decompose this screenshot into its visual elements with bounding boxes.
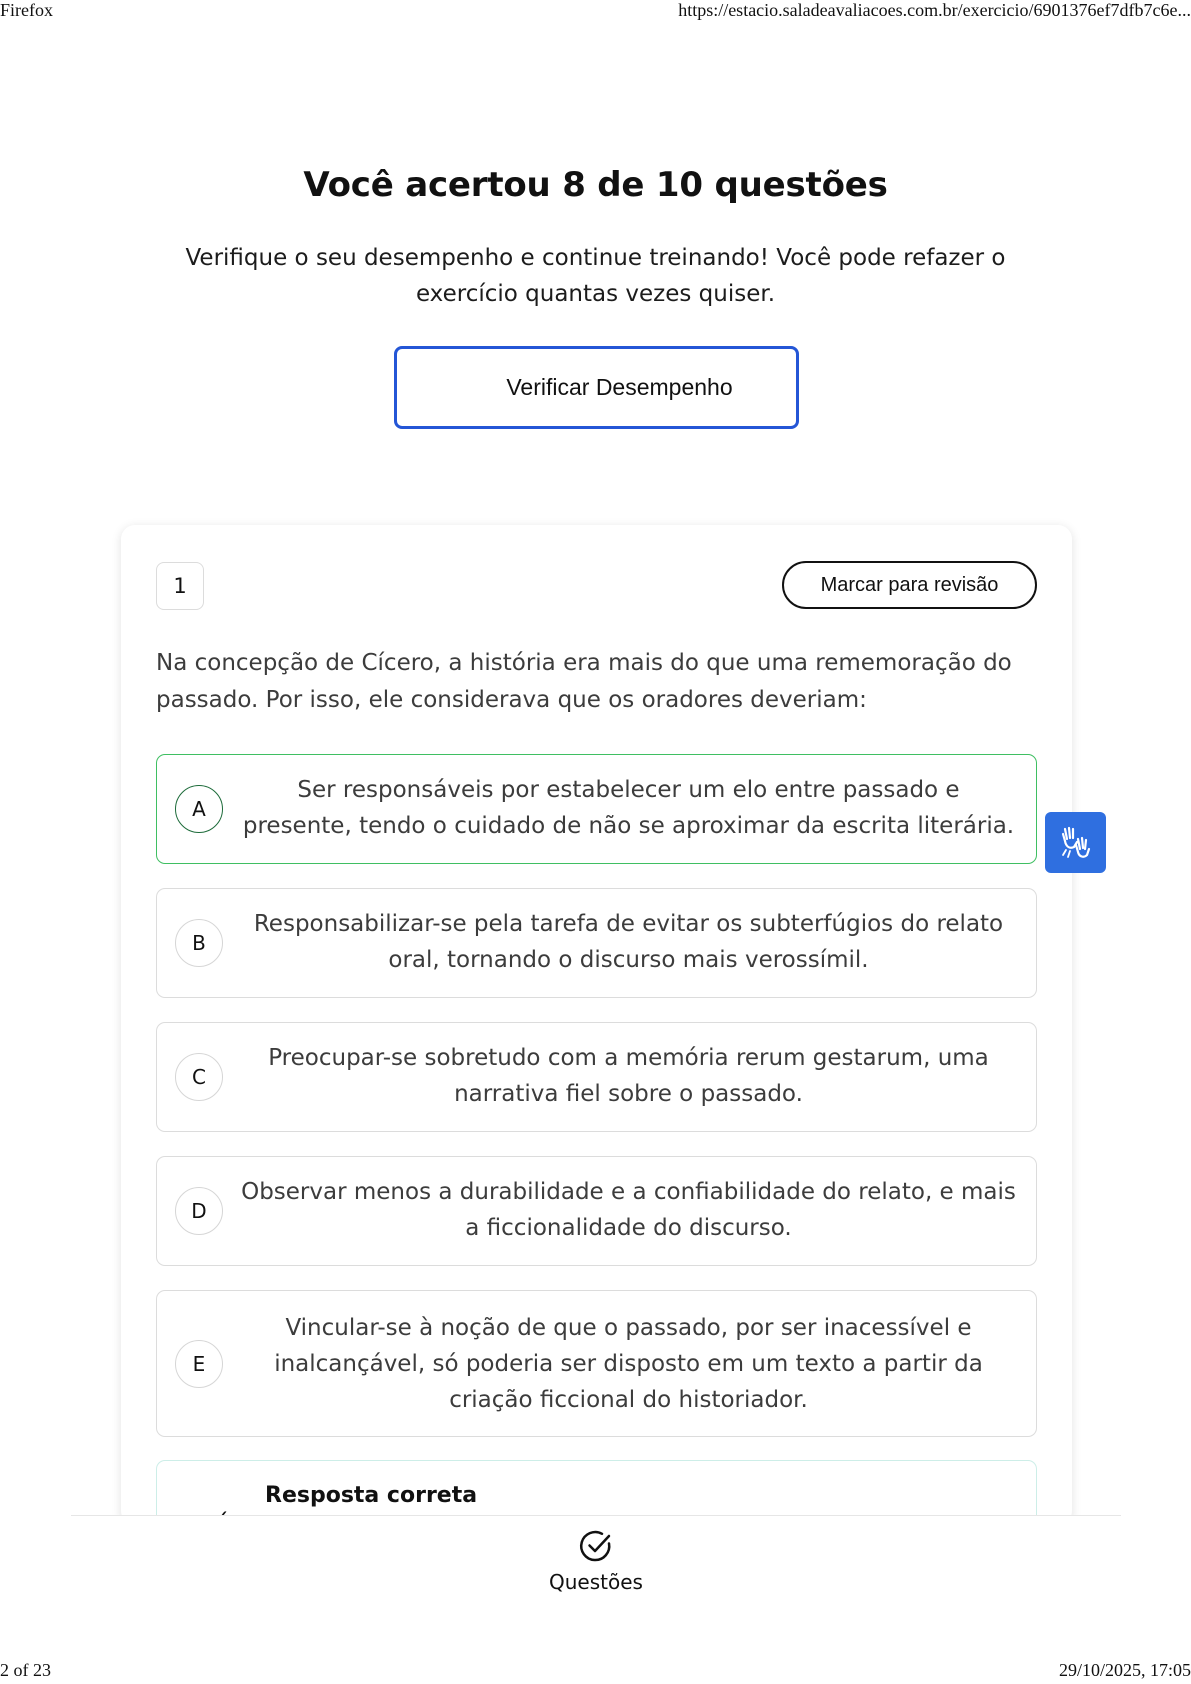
option-d[interactable]	[156, 1156, 1037, 1266]
questions-tab-label: Questões	[549, 1570, 643, 1594]
option-text: Vincular-se à noção de que o passado, por ser inacessível e inalcançável, só poderia ser disposto em um texto a partir da criação ficcional do historiador.	[274, 1315, 983, 1413]
option-letter: A	[175, 785, 223, 833]
option-text: Preocupar-se sobretudo com a memória rerum gestarum, uma narrativa fiel sobre o passado.	[268, 1045, 989, 1107]
print-datetime: 29/10/2025, 17:05	[1058, 1660, 1191, 1680]
result-subtitle: Verifique o seu desempenho e continue treinando! Você pode refazer o exercício quantas vezes quiser.	[185, 245, 1006, 307]
question-card	[121, 525, 1072, 1525]
sign-language-hands-icon-svg	[1058, 825, 1094, 861]
question-statement: Na concepção de Cícero, a história era mais do que uma rememoração do passado. Por isso, ele considerava que os oradores deveriam:	[156, 650, 1012, 713]
result-title: Você acertou 8 de 10 questões	[303, 165, 888, 205]
option-text: Observar menos a durabilidade e a confiabilidade do relato, e mais a ficcionalidade do discurso.	[241, 1179, 1016, 1241]
sign-language-hands-icon[interactable]	[1045, 812, 1106, 873]
question-number: 1	[156, 562, 204, 610]
option-letter: E	[175, 1340, 223, 1388]
option-text: Ser responsáveis por estabelecer um elo entre passado e presente, tendo o cuidado de não se aproximar da escrita literária.	[242, 777, 1015, 839]
verify-performance-label: Verificar Desempenho	[506, 374, 733, 400]
option-text: Responsabilizar-se pela tarefa de evitar os subterfúgios do relato oral, tornando o discurso mais verossímil.	[253, 911, 1004, 973]
option-letter: B	[175, 919, 223, 967]
option-e[interactable]	[156, 1290, 1037, 1437]
browser-name: Firefox	[0, 0, 53, 20]
print-footer	[0, 1660, 1191, 1684]
option-a[interactable]	[156, 754, 1037, 864]
option-letter: C	[175, 1053, 223, 1101]
page-counter: 2 of 23	[0, 1660, 51, 1680]
verify-performance-button[interactable]	[394, 346, 799, 429]
option-c[interactable]	[156, 1022, 1037, 1132]
option-b[interactable]	[156, 888, 1037, 998]
print-header	[0, 0, 1191, 26]
page-url: https://estacio.saladeavaliacoes.com.br/exercicio/6901376ef7dfb7c6e...	[678, 0, 1191, 20]
questions-tab[interactable]	[511, 1528, 681, 1600]
option-letter: D	[175, 1187, 223, 1235]
check-circle-icon	[578, 1528, 614, 1564]
bottom-navigation	[71, 1515, 1121, 1605]
mark-for-review-button[interactable]: Marcar para revisão	[782, 561, 1037, 609]
answer-title: Resposta correta	[265, 1483, 478, 1508]
